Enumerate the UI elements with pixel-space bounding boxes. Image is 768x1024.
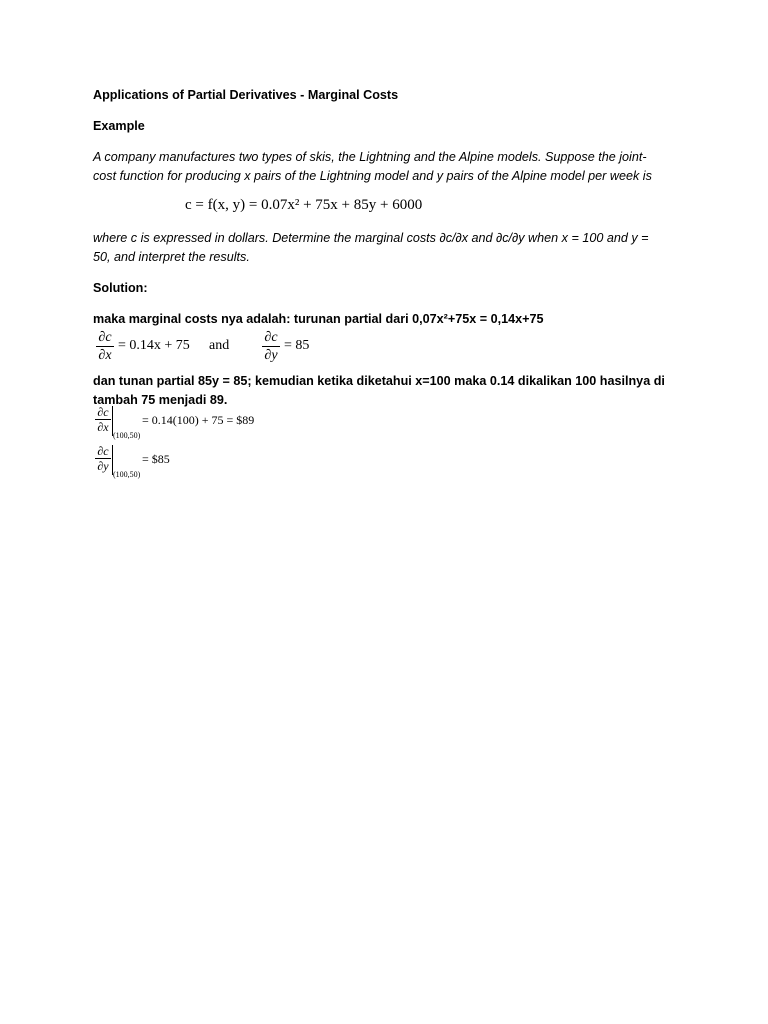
eval-x-point: (100,50) xyxy=(113,431,141,440)
eval-y-denominator: ∂y xyxy=(97,459,109,473)
partial-y-fraction xyxy=(261,329,281,364)
partial-x-numerator: ∂c xyxy=(98,330,112,345)
problem-text-line-1: A company manufactures two types of skis, the Lightning and the Alpine models. Suppose the joint- xyxy=(93,150,647,164)
partial-y-denominator: ∂y xyxy=(264,348,278,363)
eval-x-denominator: ∂x xyxy=(97,420,109,434)
question-text-line-2: 50, and interpret the results. xyxy=(93,250,250,264)
eval-x-fraction xyxy=(94,405,112,434)
partial-x-result: = 0.14x + 75 xyxy=(118,338,190,353)
example-heading: Example xyxy=(93,119,145,133)
solution-note-2-line-1: dan tunan partial 85y = 85; kemudian ketika diketahui x=100 maka 0.14 dikalikan 100 hasilnya di xyxy=(93,374,665,388)
document-title: Applications of Partial Derivatives - Marginal Costs xyxy=(93,88,399,102)
partial-x-denominator: ∂x xyxy=(98,348,112,363)
solution-heading: Solution: xyxy=(93,281,148,295)
cost-function-rhs: = 0.07x² + 75x + 85y + 6000 xyxy=(248,197,423,213)
eval-y-result: = $85 xyxy=(142,452,170,466)
eval-y-numerator: ∂c xyxy=(97,444,109,458)
solution-note-2-line-2: tambah 75 menjadi 89. xyxy=(93,393,228,407)
solution-note-1: maka marginal costs nya adalah: turunan partial dari 0,07x²+75x = 0,14x+75 xyxy=(93,312,544,326)
partial-y-result: = 85 xyxy=(284,338,310,353)
eval-x-numerator: ∂c xyxy=(97,405,109,419)
eval-y-fraction xyxy=(94,444,112,473)
cost-function-lhs: c = f(x, y) xyxy=(185,197,246,213)
question-text-line-1: where c is expressed in dollars. Determine the marginal costs ∂c/∂x and ∂c/∂y when x = 100 and y = xyxy=(93,231,649,245)
eval-y-point: (100,50) xyxy=(113,470,141,479)
problem-text-line-2: cost function for producing x pairs of the Lightning model and y pairs of the Alpine model per week is xyxy=(93,169,652,183)
cost-function-equation xyxy=(185,197,422,214)
partial-x-fraction xyxy=(95,329,115,364)
and-word: and xyxy=(209,338,230,353)
partial-y-numerator: ∂c xyxy=(264,330,278,345)
eval-x-result: = 0.14(100) + 75 = $89 xyxy=(142,413,255,427)
